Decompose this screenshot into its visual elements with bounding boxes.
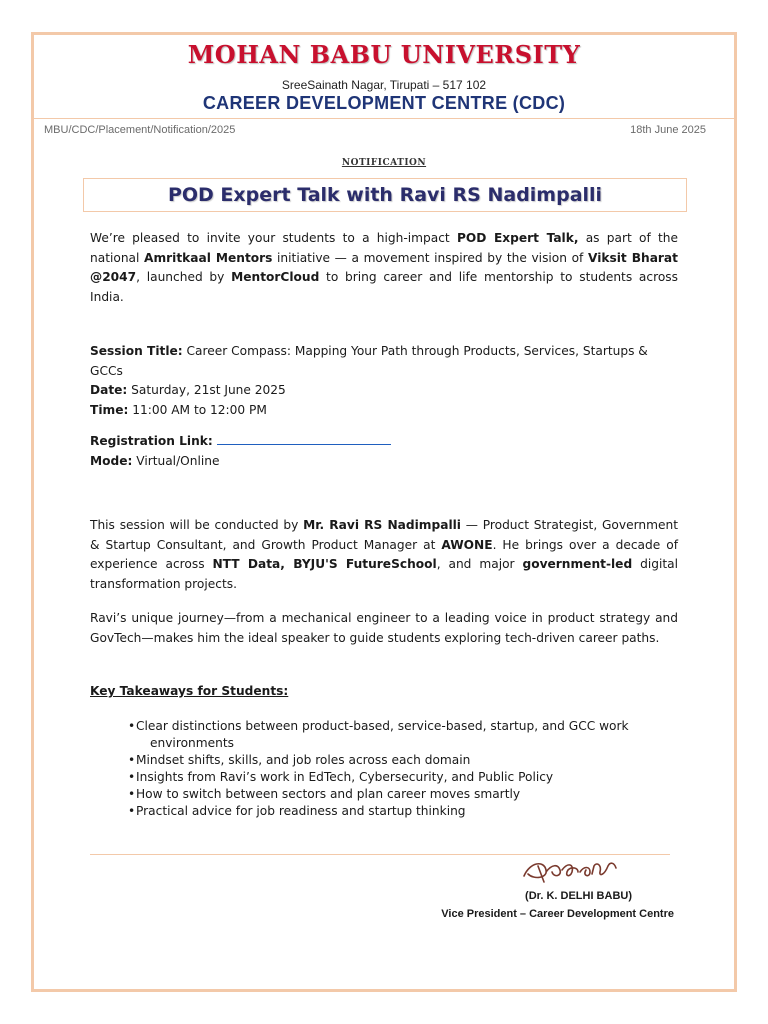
speaker-text: digital transformation projects.	[90, 557, 678, 591]
session-date-line	[90, 381, 678, 401]
session-details	[90, 342, 678, 420]
takeaways-list	[128, 718, 678, 820]
list-item: • Mindset shifts, skills, and job roles across each domain	[128, 752, 678, 769]
list-item-text: Clear distinctions between product-based, service-based, startup, and GCC work	[136, 719, 629, 733]
session-time-label: Time:	[90, 402, 129, 417]
intro-organizer-name: MentorCloud	[231, 270, 320, 284]
notification-heading: NOTIFICATION	[341, 158, 427, 168]
notice-date: 18th June 2025	[630, 124, 706, 136]
header-divider	[34, 118, 734, 119]
mode-label: Mode:	[90, 453, 133, 468]
signatory-role: Vice President – Career Development Centre	[441, 908, 674, 920]
speaker-text: . He brings over a decade of experience across	[90, 537, 678, 571]
journey-paragraph: Ravi’s unique journey—from a mechanical engineer to a leading voice in product strategy and GovTech—makes him the ideal speaker to guide students exploring tech-driven career paths.	[90, 611, 678, 645]
intro-text: to bring career and life mentorship to students across India.	[90, 270, 678, 304]
session-date-label: Date:	[90, 383, 128, 397]
intro-initiative-name: Amritkaal Mentors	[144, 250, 273, 265]
session-title-line	[90, 342, 678, 381]
event-title: POD Expert Talk with Ravi RS Nadimpalli	[167, 184, 603, 206]
intro-text: We’re pleased to invite your students to a high-impact	[90, 231, 457, 245]
university-address: SreeSainath Nagar, Tirupati – 517 102	[281, 78, 487, 92]
session-time-line	[90, 401, 678, 421]
speaker-paragraph	[90, 516, 678, 594]
session-title-value: Career Compass: Mapping Your Path through Products, Services, Startups & GCCs	[90, 344, 648, 378]
session-date-value: Saturday, 21st June 2025	[127, 383, 286, 397]
registration-link[interactable]	[217, 431, 391, 445]
session-title-label: Session Title:	[90, 344, 183, 358]
list-item: • Insights from Ravi’s work in EdTech, Cybersecurity, and Public Policy	[128, 769, 678, 786]
intro-paragraph	[90, 229, 678, 307]
list-item: • How to switch between sectors and plan career moves smartly	[128, 786, 678, 803]
speaker-company: AWONE	[441, 537, 493, 552]
page-border	[31, 32, 737, 992]
intro-event-name: POD Expert Talk,	[456, 231, 579, 245]
session-time-value: 11:00 AM to 12:00 PM	[128, 402, 267, 417]
intro-vision-name: Viksit Bharat @2047	[90, 250, 678, 284]
registration-label: Registration Link:	[90, 434, 213, 448]
speaker-text: , and major	[436, 557, 523, 571]
speaker-name: Mr. Ravi RS Nadimpalli	[303, 518, 461, 532]
reference-number: MBU/CDC/Placement/Notification/2025	[44, 124, 236, 136]
intro-text: initiative — a movement inspired by the vision of	[272, 250, 588, 265]
mode-value: Virtual/Online	[132, 453, 220, 468]
mode-line	[90, 452, 678, 472]
list-item	[128, 718, 678, 752]
takeaways-heading: Key Takeaways for Students:	[90, 684, 289, 698]
speaker-experience: NTT Data, BYJU'S FutureSchool	[212, 557, 437, 571]
speaker-gov-projects: government-led	[522, 557, 633, 571]
list-item-text: environments	[150, 736, 234, 750]
handwritten-signature	[516, 852, 626, 886]
event-title-box	[83, 178, 687, 212]
university-name: MOHAN BABU UNIVERSITY	[187, 40, 581, 69]
signatory-name: (Dr. K. DELHI BABU)	[525, 890, 632, 902]
intro-text: as part of the national	[90, 231, 678, 265]
registration-details	[90, 431, 678, 471]
list-item: • Practical advice for job readiness and startup thinking	[128, 803, 678, 820]
speaker-text: — Product Strategist, Government & Startup Consultant, and Growth Product Manager at	[90, 518, 678, 552]
intro-text: , launched by	[136, 270, 232, 284]
speaker-text: This session will be conducted by	[90, 518, 304, 532]
centre-name: CAREER DEVELOPMENT CENTRE (CDC)	[202, 93, 566, 113]
registration-line	[90, 431, 678, 452]
